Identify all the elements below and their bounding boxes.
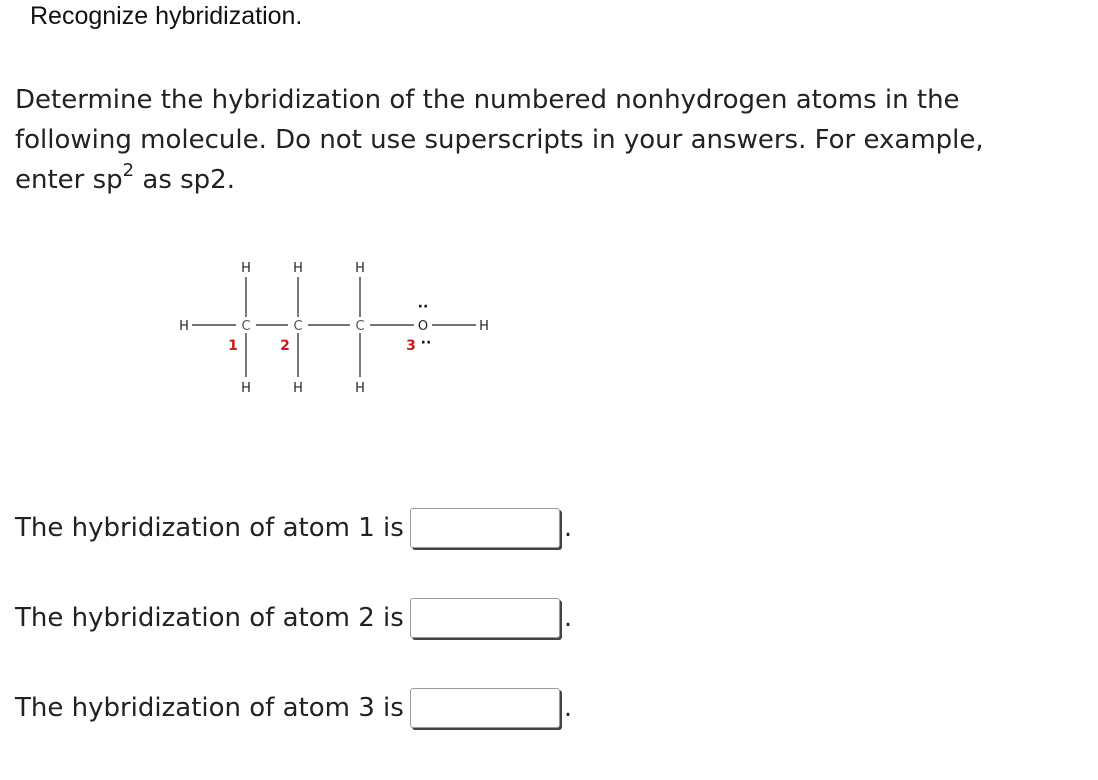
lone-pair-top: ·· [417, 299, 429, 315]
atom-h: H [355, 261, 365, 276]
atom-number-2: 2 [280, 338, 290, 354]
atom-number-3: 3 [406, 338, 416, 354]
question-atom-2 [15, 594, 572, 642]
atom-h: H [179, 319, 189, 334]
atom-h: H [355, 381, 365, 396]
question-atom-1 [15, 504, 572, 552]
lone-pair-bottom: ·· [420, 335, 432, 351]
atom-h: H [293, 381, 303, 396]
atom-h: H [241, 381, 251, 396]
page-heading: Recognize hybridization. [30, 2, 303, 30]
instructions-text [15, 80, 1015, 200]
question-period: . [563, 693, 573, 723]
question-period: . [563, 603, 573, 633]
question-period: . [563, 513, 573, 543]
question-atom-1-label: The hybridization of atom 1 is [15, 513, 404, 543]
atom-h: H [479, 319, 489, 334]
atom-h: H [293, 261, 303, 276]
question-atom-3-label: The hybridization of atom 3 is [15, 693, 404, 723]
molecule-structure [170, 255, 500, 405]
bonds [192, 277, 476, 377]
instructions-text-end: as sp2. [134, 165, 235, 195]
instructions-text-main: Determine the hybridization of the numbered nonhydrogen atoms in the following molecule. Do not use superscripts in your answers. For example, enter sp [15, 85, 984, 195]
atom-3-hybridization-input[interactable] [410, 688, 560, 728]
atom-number-1: 1 [228, 338, 238, 354]
question-atom-3 [15, 684, 572, 732]
atom-carbon-1: C [241, 319, 251, 334]
atom-1-hybridization-input[interactable] [410, 508, 560, 548]
atom-h: H [241, 261, 251, 276]
atom-carbon: C [355, 319, 365, 334]
superscript-2: 2 [122, 160, 135, 181]
question-atom-2-label: The hybridization of atom 2 is [15, 603, 404, 633]
atom-oxygen-3: O [417, 319, 429, 334]
atom-2-hybridization-input[interactable] [410, 598, 560, 638]
atom-carbon-2: C [293, 319, 303, 334]
